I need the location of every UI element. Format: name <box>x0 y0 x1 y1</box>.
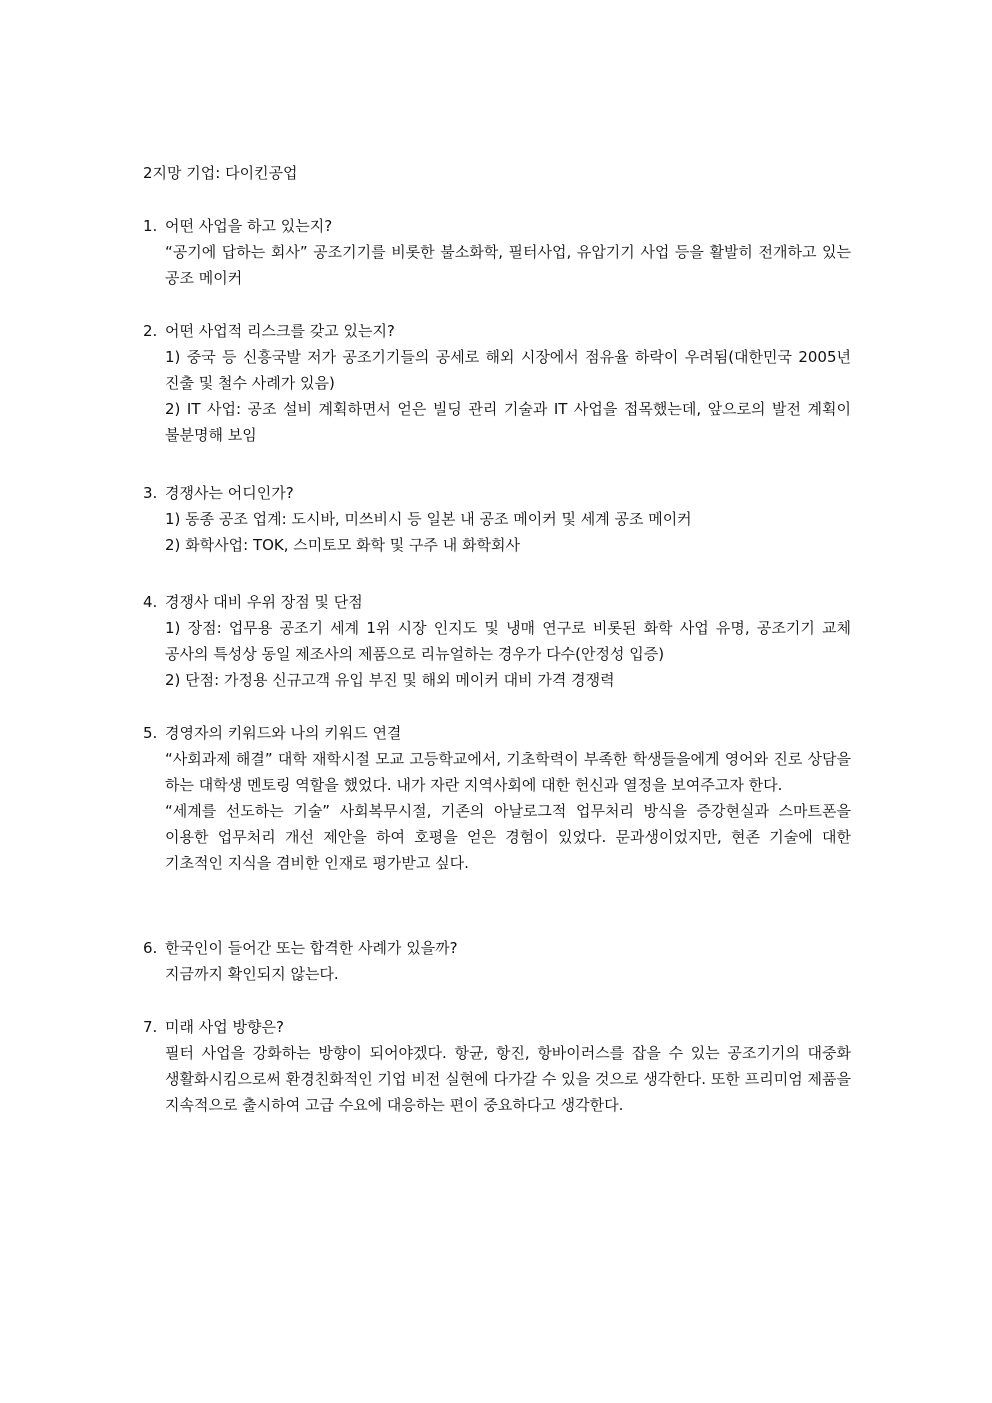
question-text: 한국인이 들어간 또는 합격한 사례가 있을까? <box>165 939 458 957</box>
answer-paragraph: “세계를 선도하는 기술” 사회복무시절, 기존의 아날로그적 업무처리 방식을 증강현실과 스마트폰을 이용한 업무처리 개선 제안을 하여 호평을 얻은 경험이 있었다. 문과생이었지만, 현존 기술에 대한 기초적인 지식을 겸비한 인재로 평가받고 싶다. <box>165 802 851 872</box>
question-text: 경영자의 키워드와 나의 키워드 연결 <box>165 724 402 742</box>
section-risk <box>143 318 851 448</box>
question-text: 어떤 사업적 리스크를 갖고 있는지? <box>165 322 395 340</box>
answer-paragraph: 1) 중국 등 신흥국발 저가 공조기기들의 공세로 해외 시장에서 점유율 하락이 우려됨(대한민국 2005년 진출 및 철수 사례가 있음) <box>165 348 851 392</box>
question-text: 경쟁사 대비 우위 장점 및 단점 <box>165 593 363 611</box>
question-text: 어떤 사업을 하고 있는지? <box>165 217 333 235</box>
section-business <box>143 213 851 291</box>
question-heading <box>143 720 851 746</box>
question-text: 경쟁사는 어디인가? <box>165 484 294 502</box>
question-text: 미래 사업 방향은? <box>165 1018 284 1036</box>
answer-paragraph: 2) 화학사업: TOK, 스미토모 화학 및 구주 내 화학회사 <box>165 536 520 554</box>
section-korean-cases <box>143 935 851 987</box>
question-number: 3. <box>143 484 158 502</box>
section-keywords <box>143 720 851 876</box>
question-heading <box>143 480 851 506</box>
section-competitors <box>143 480 851 558</box>
answer-paragraph: 필터 사업을 강화하는 방향이 되어야겠다. 항균, 항진, 항바이러스를 잡을 수 있는 공조기기의 대중화 생활화시킴으로써 환경친화적인 기업 비전 실현에 다가갈 수 있을 것으로 생각한다. 또한 프리미엄 제품을 지속적으로 출시하여 고급 수요에 대응하는 편이 중요하다고 생각한다. <box>165 1044 851 1114</box>
answer-paragraph: 지금까지 확인되지 않는다. <box>165 965 339 983</box>
question-heading <box>143 1014 851 1040</box>
answer-paragraph: “공기에 답하는 회사” 공조기기를 비롯한 불소화학, 필터사업, 유압기기 사업 등을 활발히 전개하고 있는 공조 메이커 <box>165 243 851 287</box>
question-number: 1. <box>143 217 158 235</box>
question-heading <box>143 589 851 615</box>
answer-paragraph: 2) 단점: 가정용 신규고객 유입 부진 및 해외 메이커 대비 가격 경쟁력 <box>165 671 615 689</box>
question-heading <box>143 318 851 344</box>
question-number: 7. <box>143 1018 158 1036</box>
section-future-direction <box>143 1014 851 1118</box>
answer-paragraph: 1) 장점: 업무용 공조기 세계 1위 시장 인지도 및 냉매 연구로 비롯된 화학 사업 유명, 공조기기 교체 공사의 특성상 동일 제조사의 제품으로 리뉴얼하는 경우가 다수(안정성 입증) <box>165 619 851 663</box>
answer-paragraph: 2) IT 사업: 공조 설비 계획하면서 얻은 빌딩 관리 기술과 IT 사업을 접목했는데, 앞으로의 발전 계획이 불분명해 보임 <box>165 400 851 444</box>
document-title: 2지망 기업: 다이킨공업 <box>143 164 298 182</box>
question-heading <box>143 213 851 239</box>
answer-paragraph: “사회과제 해결” 대학 재학시절 모교 고등학교에서, 기초학력이 부족한 학생들을에게 영어와 진로 상담을 하는 대학생 멘토링 역할을 했었다. 내가 자란 지역사회에 대한 헌신과 열정을 보여주고자 한다. <box>165 750 851 794</box>
question-number: 6. <box>143 939 158 957</box>
question-heading <box>143 935 851 961</box>
question-number: 4. <box>143 593 158 611</box>
answer-paragraph: 1) 동종 공조 업계: 도시바, 미쓰비시 등 일본 내 공조 메이커 및 세계 공조 메이커 <box>165 510 692 528</box>
question-number: 2. <box>143 322 158 340</box>
section-strengths-weaknesses <box>143 589 851 693</box>
question-number: 5. <box>143 724 158 742</box>
